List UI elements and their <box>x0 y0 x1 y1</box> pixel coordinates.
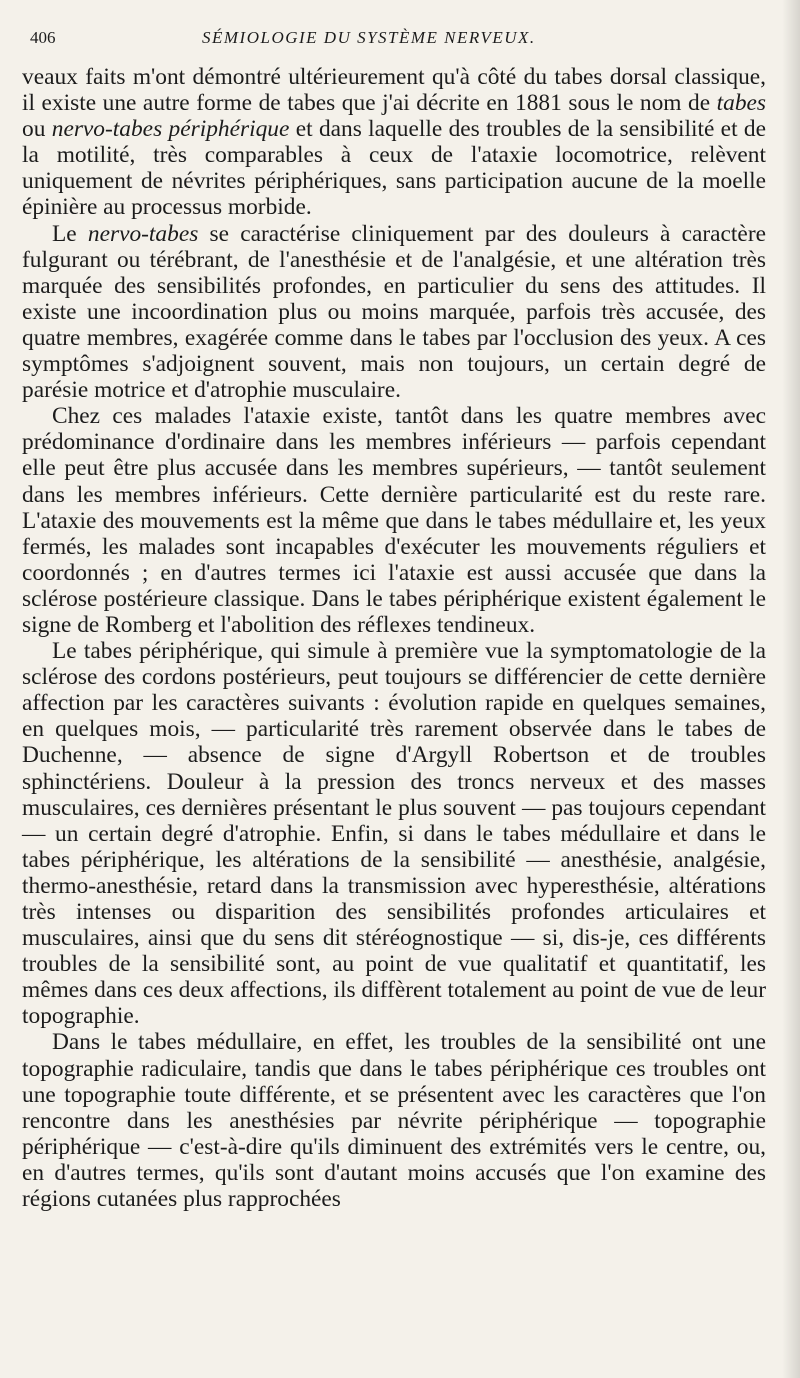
text-segment: Dans le tabes médullaire, en effet, les troubles de la sensibilité ont une topographie radiculaire, tandis que dans le tabes périphérique ces troubles ont une topographie toute différente, et se présentent avec les caractères que l'on rencontre dans les anesthésies par névrite périphérique — topographie périphérique — c'est-à-dire qu'ils diminuent des extrémités vers le centre, ou, en d'autres termes, qu'ils sont d'autant moins accusés que l'on examine des régions cutanées plus rapprochées <box>22 1029 766 1213</box>
paragraph <box>22 1029 766 1212</box>
italic-term: tabes <box>716 90 766 117</box>
book-page <box>22 22 766 1212</box>
text-segment: Le tabes périphérique, qui simule à première vue la symptomatologie de la sclérose des cordons postérieurs, peut toujours se différencier de cette dernière affection par les caractères suivants : évolution rapide en quelques semaines, en quelques mois, — particularité très rarement observée dans le tabes de Duchenne, — absence de signe d'Argyll Robertson et de troubles sphinctériens. Douleur à la pression des troncs nerveux et des masses musculaires, ces dernières présentant le plus souvent — pas toujours cependant — un certain degré d'atrophie. Enfin, si dans le tabes médullaire et dans le tabes périphérique, les altérations de la sensibilité — anesthésie, analgésie, thermo-anesthésie, retard dans la transmission avec hyperesthésie, altérations très intenses ou disparition des sensibilités profondes articulaires et musculaires, ainsi que du sens dit stéréognostique — si, dis-je, ces différents troubles de la sensibilité sont, au point de vue qualitatif et quantitatif, les mêmes dans ces deux affections, ils diffèrent totalement au point de vue de leur topographie. <box>22 638 766 1030</box>
paragraph <box>22 221 766 404</box>
text-segment: se caractérise cliniquement par des douleurs à caractère fulgurant ou térébrant, de l'anesthésie et de l'analgésie, et une altération très marquée des sensibilités profondes, en particulier du sens des attitudes. Il existe une incoordination plus ou moins marquée, parfois très accusée, des quatre membres, exagérée comme dans le tabes par l'occlusion des yeux. A ces symptômes s'adjoignent souvent, mais non toujours, un certain degré de parésie motrice et d'atrophie musculaire. <box>22 220 766 404</box>
page-number: 406 <box>30 28 56 47</box>
page-edge-shadow <box>782 0 800 1378</box>
paragraph <box>22 64 766 221</box>
text-segment: veaux faits m'ont démontré ultérieurement qu'à côté du tabes dorsal classique, il existe une autre forme de tabes que j'ai décrite en 1881 sous le nom de <box>22 64 766 117</box>
paragraph <box>22 403 766 638</box>
body-text <box>22 64 766 1212</box>
text-segment: ou <box>22 116 52 143</box>
text-segment: Chez ces malades l'ataxie existe, tantôt dans les quatre membres avec prédominance d'ordinaire dans les membres inférieurs — parfois cependant elle peut être plus accusée dans les membres supérieurs, — tantôt seulement dans les membres inférieurs. Cette dernière particularité est du reste rare. L'ataxie des mouvements est la même que dans le tabes médullaire et, les yeux fermés, les malades sont incapables d'exécuter les mouvements réguliers et coordonnés ; en d'autres termes ici l'ataxie est aussi accusée que dans la sclérose postérieure classique. Dans le tabes périphérique existent également le signe de Romberg et l'abolition des réflexes tendineux. <box>22 403 766 638</box>
page-header <box>22 22 766 52</box>
italic-term: nervo-tabes <box>87 220 199 247</box>
text-segment: Le <box>52 220 88 247</box>
paragraph <box>22 638 766 1029</box>
italic-term: nervo-tabes périphérique <box>51 116 290 143</box>
text-segment: et dans laquelle des troubles de la sensibilité et de la motilité, très comparables à ceux de l'ataxie locomotrice, relèvent uniquement de névrites périphériques, sans participation aucune de la moelle épinière au processus morbide. <box>22 116 766 221</box>
running-title: SÉMIOLOGIE DU SYSTÈME NERVEUX. <box>202 28 536 47</box>
